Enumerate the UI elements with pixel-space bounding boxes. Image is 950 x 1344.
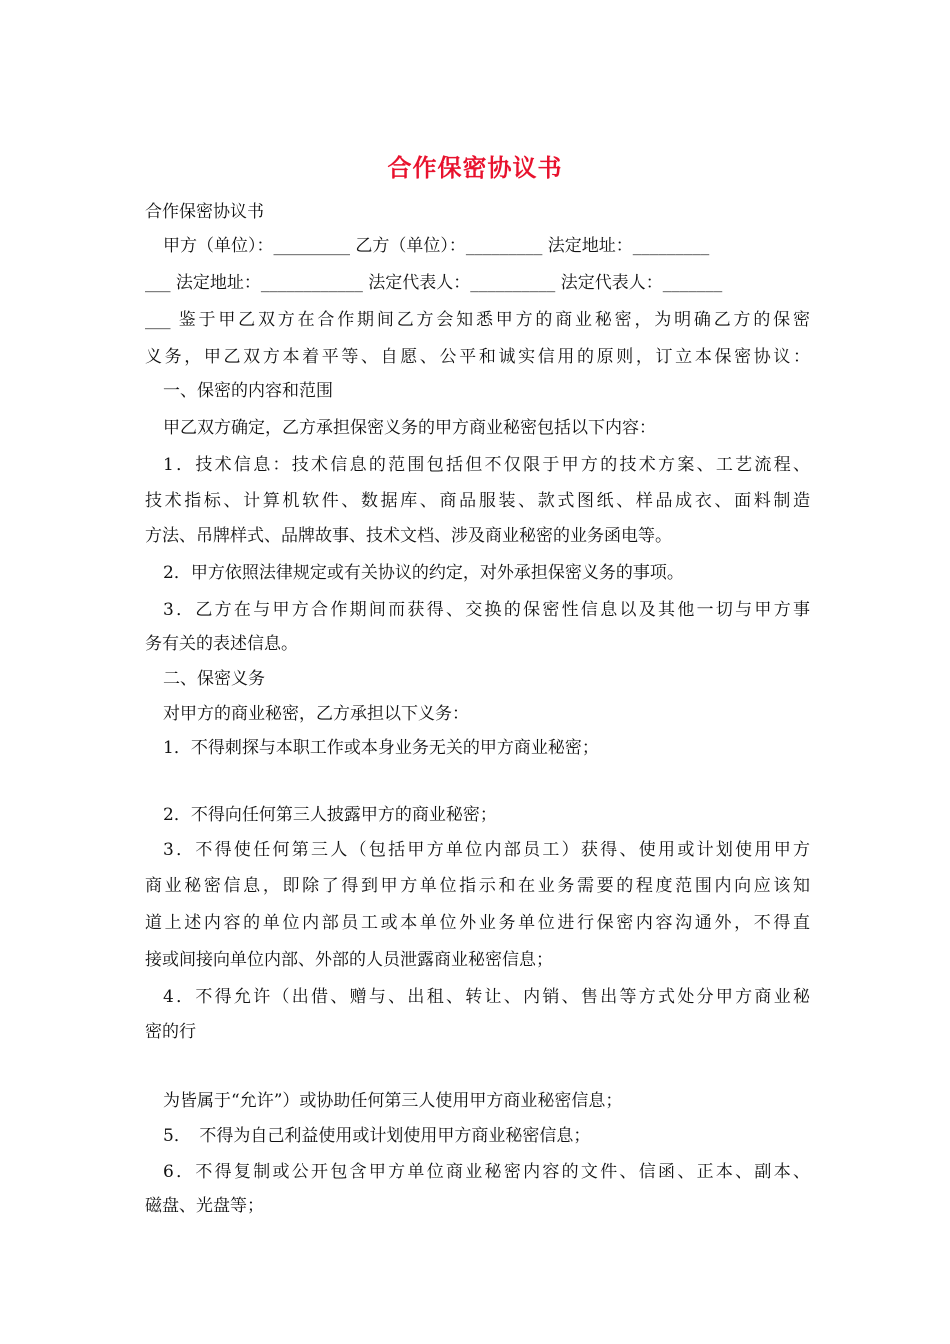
obligation-6-line-1: 6．不得复制或公开包含甲方单位商业秘密内容的文件、信函、正本、副本、 [163,1162,810,1182]
clause-3-line-1: 3．乙方在与甲方合作期间而获得、交换的保密性信息以及其他一切与甲方事 [163,600,810,620]
clause-1-line-1: 1．技术信息：技术信息的范围包括但不仅限于甲方的技术方案、工艺流程、 [163,455,810,475]
obligation-3-line-2: 商业秘密信息，即除了得到甲方单位指示和在业务需要的程度范围内向应该知 [145,876,810,896]
clause-1-line-2: 技术指标、计算机软件、数据库、商品服装、款式图纸、样品成衣、面料制造 [145,491,810,511]
obligation-4-line-2: 密的行 [145,1022,196,1042]
obligation-3-line-1: 3．不得使任何第三人（包括甲方单位内部员工）获得、使用或计划使用甲方 [163,840,810,860]
obligation-4-line-1: 4．不得允许（出借、赠与、出租、转让、内销、售出等方式处分甲方商业秘 [163,987,810,1007]
obligation-1-line: 1．不得刺探与本职工作或本身业务无关的甲方商业秘密； [163,738,599,758]
obligation-6-line-2: 磁盘、光盘等； [145,1196,264,1216]
paragraph-line: 甲乙双方确定，乙方承担保密义务的甲方商业秘密包括以下内容： [163,418,656,438]
clause-3-line-2: 务有关的表述信息。 [145,634,298,654]
preamble-line-2: 义务，甲乙双方本着平等、自愿、公平和诚实信用的原则，订立本保密协议： [145,347,810,367]
document-title: 合作保密协议书 [387,153,563,182]
paragraph-line: 对甲方的商业秘密，乙方承担以下义务： [163,704,469,724]
section-heading-2: 二、保密义务 [163,669,265,689]
obligation-5-line: 5． 不得为自己利益使用或计划使用甲方商业秘密信息； [163,1126,591,1146]
party-info-line-2: ___ 法定地址：____________ 法定代表人：__________ 法定代表人：_______ [145,273,723,293]
preamble-line-1: ___ 鉴于甲乙双方在合作期间乙方会知悉甲方的商业秘密，为明确乙方的保密 [145,310,810,330]
section-heading-1: 一、保密的内容和范围 [163,381,333,401]
subtitle-line: 合作保密协议书 [145,202,264,222]
clause-2-line: 2．甲方依照法律规定或有关协议的约定，对外承担保密义务的事项。 [163,563,684,583]
obligation-3-line-4: 接或间接向单位内部、外部的人员泄露商业秘密信息； [145,950,553,970]
obligation-3-line-3: 道上述内容的单位内部员工或本单位外业务单位进行保密内容沟通外，不得直 [145,913,810,933]
clause-1-line-3: 方法、吊牌样式、品牌故事、技术文档、涉及商业秘密的业务函电等。 [145,526,672,546]
obligation-4-line-3: 为皆属于“允许”）或协助任何第三人使用甲方商业秘密信息； [163,1091,623,1111]
party-info-line-1: 甲方（单位）：_________ 乙方（单位）：_________ 法定地址：_________ [163,236,710,256]
obligation-2-line: 2．不得向任何第三人披露甲方的商业秘密； [163,805,497,825]
